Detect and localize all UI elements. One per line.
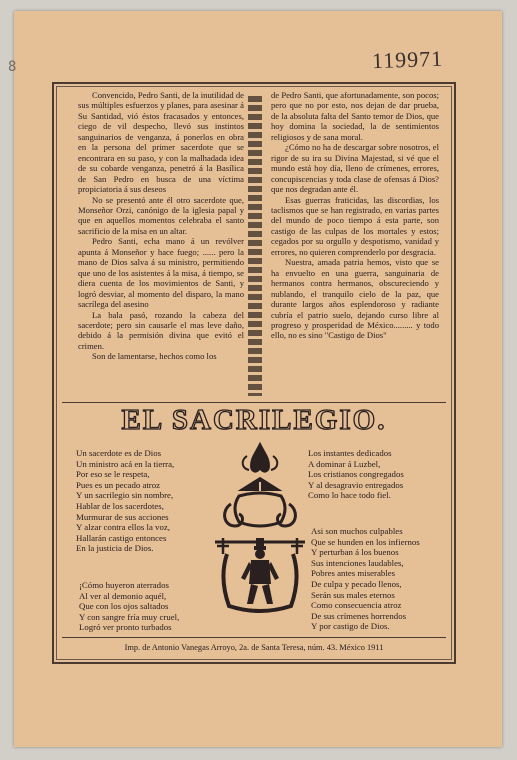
verse-line: Al ver al demonio aquél, <box>79 590 167 601</box>
section-rule <box>62 402 446 403</box>
verse-line: Como lo hace todo fiel. <box>308 490 391 501</box>
footer-rule <box>62 637 446 638</box>
verse-line: Asi son muchos culpables <box>311 526 403 536</box>
verse-line: En la justicia de Dios. <box>76 543 154 554</box>
ornamental-emblem-illustration <box>211 438 309 618</box>
printer-imprint: Imp. de Antonio Vanegas Arroyo, 2a. de Santa Teresa, núm. 43. México 1911 <box>124 643 384 652</box>
verse-line: Pobres antes miserables <box>311 568 396 579</box>
verse-line: Y al desagravio entregados <box>308 479 404 490</box>
verse-line: Un ministro acá en la tierra, <box>76 458 175 469</box>
prose-paragraph: Nuestra, amada patria hemos, visto que se ha envuelto en una guerra, sanguinaria de hermanos contra hermanos, obscureciendo y nublando, el tranquilo cielo de la paz, que durante largos años esplendoroso y radiante cubría el patrio suelo, dejando curso libre al progreso y prosperidad de México......... y todo ello, no es sino "Castigo de Dios" <box>271 257 439 341</box>
prose-paragraph: La bala pasó, rozando la cabeza del sacerdote; pero sin causarle el mas leve daño, debido á la permisión divina que evitó el crimen. <box>78 309 244 351</box>
verse-block-1 <box>76 448 174 554</box>
prose-paragraph: Esas guerras fraticidas, las discordias, los taclismos que se han registrado, en varias partes del mundo de poco tiempo á esta parte, son castigo de las culpas de los mortales y estos; cegados por su orgullo y despotismo, vanidad y errores, no quieren comprenderlo por desgracia. <box>271 194 439 257</box>
prose-paragraph: de Pedro Santi, que afortunadamente, son pocos; pero que no por esto, nos dejan de dar prueba, de la absoluta falta del Santo temor de Dios, que hoy domina la sociedad, la de sentimientos religiosos y de sana moral. <box>271 90 439 142</box>
verse-line: Hallarán castigo entonces <box>76 532 167 543</box>
prose-column-left <box>78 90 244 362</box>
verse-line: Que con los ojos saltados <box>79 601 169 612</box>
verse-line: Que se hunden en los infiernos <box>311 536 420 547</box>
prose-column-right <box>271 90 439 341</box>
prose-paragraph: No se presentó ante él otro sacerdote que, Monseñor Orzi, canónigo de la iglesia papal y que en aquellos momentos celebraba el santo sacrificio de la misa en un altar. <box>78 194 244 236</box>
verse-line: De sus crímenes horrendos <box>311 610 407 621</box>
verse-line: Y por castigo de Dios. <box>311 621 390 632</box>
verse-line: ¡Cómo huyeron aterrados <box>79 580 169 590</box>
verse-line: Y alzar contra ellos la voz, <box>76 522 170 533</box>
verse-block-2 <box>308 448 404 501</box>
verse-line: Los cristianos congregados <box>308 469 404 480</box>
verse-block-3 <box>311 526 420 632</box>
verse-line: A dominar á Luzbel, <box>308 458 381 469</box>
verse-line: Murmurar de sus acciones <box>76 511 169 522</box>
verse-line: Pues es un pecado atroz <box>76 479 161 490</box>
prose-paragraph: Pedro Santi, echa mano á un revólver apunta á Monseñor y hace fuego; ...... pero la mano de Dios salva á su ministro, permitiendo que uno de los asistentes á la misa, á tiempo, se diera cuenta de los movimientos de Santi, y logró desviar, al momento del disparo, la mano sacrílega del asesino <box>78 236 244 310</box>
shelf-mark: 8 <box>8 59 17 75</box>
prose-paragraph: Son de lamentarse, hechos como los <box>92 351 217 362</box>
verse-line: Logró ver pronto turbados <box>79 622 172 633</box>
verse-line: Como consecuencia atroz <box>311 600 402 611</box>
verse-line: Sus intenciones laudables, <box>311 557 404 568</box>
verse-line: Serán sus males eternos <box>311 589 395 600</box>
verse-line: De culpa y pecado llenos, <box>311 578 402 589</box>
ornamental-column-divider <box>248 96 262 396</box>
prose-paragraph: Convencido, Pedro Santi, de la inutilidad de sus múltiples esfuerzos y planes, para asesinar á Su Santidad, vió éstos fracasados y entonces, ciego de vil despecho, llevó sus instintos sanguinarios de venganza, á ponerlos en obra en la persona del primer sacerdote que se encontrara en su paso, y con la malhadada idea de su cobarde venganza, penetró á la Basílica de San Pedro en busca de una víctima propiciatoria á sus deseos <box>78 90 244 195</box>
verse-line: Un sacerdote es de Dios <box>76 448 162 458</box>
call-number: 119971 <box>371 45 444 74</box>
verse-line: Los instantes dedicados <box>308 448 392 458</box>
verse-line: Y perturban á los buenos <box>311 547 399 558</box>
prose-paragraph: ¿Cómo no ha de descargar sobre nosotros, el rigor de su ira su Divina Majestad, si vé que el mundo está hoy día, lleno de crímenes, errores, concupiscencias y toda clase de ofensas á Dios? que nos degradan ante él. <box>271 142 439 195</box>
verse-line: Y con sangre fría muy cruel, <box>79 611 180 622</box>
verse-line: Hablar de los sacerdotes, <box>76 500 164 511</box>
verse-line: Y un sacrilegio sin nombre, <box>76 490 174 501</box>
verse-block-4 <box>79 580 179 633</box>
verse-line: Por eso se le respeta, <box>76 469 150 480</box>
poem-title: EL SACRILEGIO. <box>121 404 387 436</box>
